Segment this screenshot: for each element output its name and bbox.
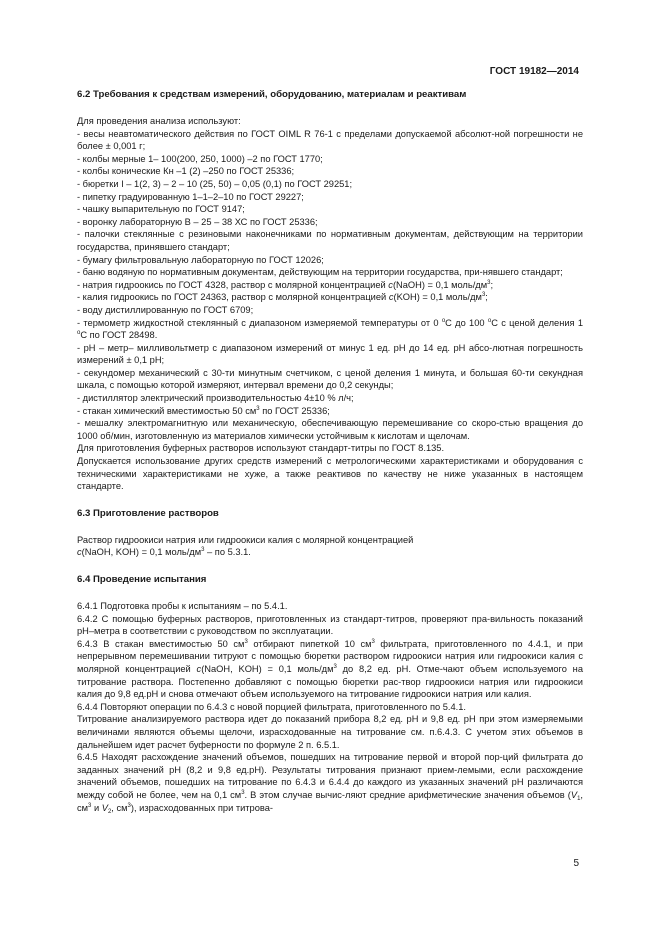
v-symbol: V bbox=[570, 789, 578, 800]
thermo-text-a: - термометр жидкостной стеклянный с диапазоном измеряемой температуры от 0 bbox=[77, 317, 442, 328]
naoh-text: - натрия гидроокись по ГОСТ 4328, раствор с молярной концентрацией bbox=[77, 279, 389, 290]
cube-sup: 3 bbox=[481, 292, 486, 299]
thermo-text-c: С с ценой деления 1 bbox=[491, 317, 584, 328]
cube-sup: 3 bbox=[487, 279, 491, 286]
p645-c: , см bbox=[77, 789, 583, 813]
section-6-2-title: 6.2 Требования к средствам измерений, оборудованию, материалам и реактивам bbox=[77, 89, 467, 100]
list-item: - бумагу фильтровальную лабораторную по ГОСТ 12026; bbox=[77, 254, 324, 265]
p645-f: ), израсходованных при титрова- bbox=[130, 802, 273, 813]
equipment-list bbox=[77, 128, 583, 279]
page-content bbox=[77, 88, 583, 814]
list-item: - колбы мерные 1– 100(200, 250, 1000) –2 по ГОСТ 1770; bbox=[77, 153, 323, 164]
section-6-3-line1: Раствор гидроокиси натрия или гидроокиси калия с молярной концентрацией bbox=[77, 534, 414, 545]
c-symbol: c bbox=[388, 292, 394, 303]
section-6-2-intro bbox=[77, 115, 583, 128]
conc-text: (NaOH, KOH) = 0,1 моль/дм bbox=[81, 547, 202, 558]
sub-2: 2 bbox=[107, 808, 112, 815]
page-number: 5 bbox=[573, 858, 579, 869]
p643-e: до 8,2 ед. рН. Отме-чают объем используемого на титрование раствора. Постепенно добавляют с помощью бюретки рас-твор гидроокиси натрия или гидроокиси калия до 9,8 ед.рН и снова отмечают объем используемого на титрование гидроокиси натрия или калия. bbox=[77, 663, 583, 700]
p643-d: (NaOH, KOH) = 0,1 моль/дм bbox=[201, 663, 334, 674]
equipment-list-2 bbox=[77, 279, 583, 443]
ref-text: – по 5.3.1. bbox=[204, 547, 251, 558]
cube-sup: 3 bbox=[201, 547, 205, 554]
naoh-conc: (NaOH) = 0,1 моль/дм bbox=[392, 279, 488, 290]
thermo-text-b: С до 100 bbox=[445, 317, 488, 328]
section-6-3-title: 6.3 Приготовление растворов bbox=[77, 507, 219, 519]
list-item: - палочки стеклянные с резиновыми наконечниками по нормативным документам, действующим на территории государства, принявшего стандарт; bbox=[77, 229, 583, 252]
list-item: - весы неавтоматического действия по ГОСТ OIML R 76-1 с пределами допускаемой абсолют-ной погрешности не более ± 0,001 г; bbox=[77, 128, 583, 152]
list-item-naoh bbox=[77, 279, 583, 292]
list-item-thermometer bbox=[77, 317, 583, 342]
list-item-stopwatch: - секундомер механический с 30-ти минутным счетчиком, с ценой деления 1 минута, и большая 60-ти секундная шкала, с помощью которой измеряют, интервал времени до 0,2 секунды; bbox=[77, 367, 583, 391]
degree-sup: o bbox=[441, 317, 446, 324]
koh-text: - калия гидроокись по ГОСТ 24363, раствор с молярной концентрацией bbox=[77, 292, 389, 303]
list-item: - баню водяную по нормативным документам, действующим на территории государства, при-нявшего стандарт; bbox=[77, 267, 563, 278]
paragraph-allowed: Допускается использование других средств измерений с метрологическими характеристиками и оборудования с техническими характеристиками не хуже, а также реактивов по качеству не ниже указанных в настоящем стандарте. bbox=[77, 456, 583, 492]
cube-sup: 3 bbox=[241, 789, 245, 796]
p643-a: 6.4.3 В стакан вместимостью 50 см bbox=[77, 638, 245, 649]
intro-text: Для проведения анализа используют: bbox=[77, 116, 241, 126]
list-item: - бюретки I – 1(2, 3) – 2 – 10 (25, 50) – 0,05 (0,1) по ГОСТ 29251; bbox=[77, 178, 353, 189]
cube-sup: 3 bbox=[244, 638, 248, 645]
cube-sup: 3 bbox=[127, 802, 131, 809]
list-item-water: - воду дистиллированную по ГОСТ 6709; bbox=[77, 304, 254, 315]
list-item-distiller: - дистиллятор электрический производительностью 4±10 % л/ч; bbox=[77, 393, 354, 404]
list-item-koh bbox=[77, 291, 583, 304]
cube-sup: 3 bbox=[88, 802, 92, 809]
paragraph-6-4-4: 6.4.4 Повторяют операции по 6.4.3 с новой порцией фильтрата, приготовленного по 5.4.1. bbox=[77, 701, 466, 712]
list-item: - пипетку градуированную 1–1–2–10 по ГОСТ 29227; bbox=[77, 191, 304, 202]
section-6-4-title: 6.4 Проведение испытания bbox=[77, 574, 207, 585]
cube-sup: 3 bbox=[371, 638, 375, 645]
document-code: ГОСТ 19182—2014 bbox=[489, 66, 579, 77]
degree-sup: o bbox=[487, 317, 492, 324]
p643-c: фильтрата, приготовленного по 4.4.1, и при непрерывном перемешивании титруют с помощью бюретки раствором гидроокиси натрия или гидроокиси калия с молярной концентрацией bbox=[77, 638, 584, 674]
semicolon: ; bbox=[485, 292, 488, 303]
degree-sup: o bbox=[77, 330, 81, 337]
list-item: - чашку выпарительную по ГОСТ 9147; bbox=[77, 204, 245, 215]
paragraph-6-4-3 bbox=[77, 638, 583, 701]
beaker-text: - стакан химический вместимостью 50 см bbox=[77, 405, 257, 416]
list-item: - воронку лабораторную В – 25 – 38 ХС по ГОСТ 25336; bbox=[77, 216, 318, 227]
paragraph-6-4-1: 6.4.1 Подготовка пробы к испытаниям – по 5.4.1. bbox=[77, 601, 288, 611]
p645-d: и bbox=[91, 802, 102, 813]
cube-sup: 3 bbox=[333, 663, 337, 670]
c-symbol: c bbox=[77, 547, 82, 558]
c-symbol: c bbox=[388, 279, 393, 290]
p645-a: 6.4.5 Находят расхождение значений объемов, пошедших на титрование первой и второй пор-ций фильтрата до заданных значений рН (8,2 и 9,8 ед.рН). Результаты титрования признают прием-лемыми, если расхождение значений объемов, пошедших на титрование по 6.4.3 и 6.4.4 до каждого из указанных значений рН различаются между собой не более, чем на 0,1 см bbox=[77, 752, 583, 800]
p643-b: отбирают пипеткой 10 см bbox=[247, 638, 372, 649]
paragraph-6-4-5 bbox=[77, 751, 583, 814]
paragraph-buffers: Для приготовления буферных растворов используют стандарт-титры по ГОСТ 8.135. bbox=[77, 443, 445, 454]
semicolon: ; bbox=[490, 279, 494, 290]
list-item-ph-meter: - рН – метр– милливольтметр с диапазоном измерений от минус 1 ед. рН до 14 ед. рН абсо-лютная погрешность измерений ± 0,1 рН; bbox=[77, 342, 583, 366]
c-symbol: c bbox=[196, 663, 202, 674]
cube-sup: 3 bbox=[256, 405, 260, 412]
list-item-beaker bbox=[77, 405, 583, 418]
sub-1: 1 bbox=[577, 795, 581, 802]
thermo-text-d: С по ГОСТ 28498. bbox=[80, 330, 158, 341]
p645-b: . В этом случае вычис-ляют средние арифметические значения объемов ( bbox=[244, 789, 571, 800]
p645-e: , см bbox=[111, 802, 128, 813]
beaker-text-post: по ГОСТ 25336; bbox=[259, 405, 330, 416]
list-item-stirrer: - мешалку электромагнитную или механическую, обеспечивающую перемешивание со скоро-стью вращения до 1000 об/мин, изготовленную из материалов химически устойчивым к кислотам и щелочам. bbox=[77, 418, 583, 441]
section-6-3-line2 bbox=[77, 546, 583, 559]
koh-conc: (KOH) = 0,1 моль/дм bbox=[393, 292, 482, 303]
paragraph-6-4-2: 6.4.2 С помощью буферных растворов, приготовленных из стандарт-титров, проверяют пра-вильность показаний рН–метра в соответствии с руководством по эксплуатации. bbox=[77, 613, 583, 637]
v-symbol: V bbox=[101, 802, 108, 813]
paragraph-titration: Титрование анализируемого раствора идет до показаний прибора 8,2 ед. рН и 9,8 ед. рН при этом измеряемыми величинами являются объемы щелочи, израсходованные на титрование см. п.6.4.3. С учетом этих объемов в дальнейшем идет расчет буферности по формуле 2 п. 6.5.1. bbox=[77, 714, 583, 750]
list-item: - колбы конические Кн –1 (2) –250 по ГОСТ 25336; bbox=[77, 166, 295, 177]
